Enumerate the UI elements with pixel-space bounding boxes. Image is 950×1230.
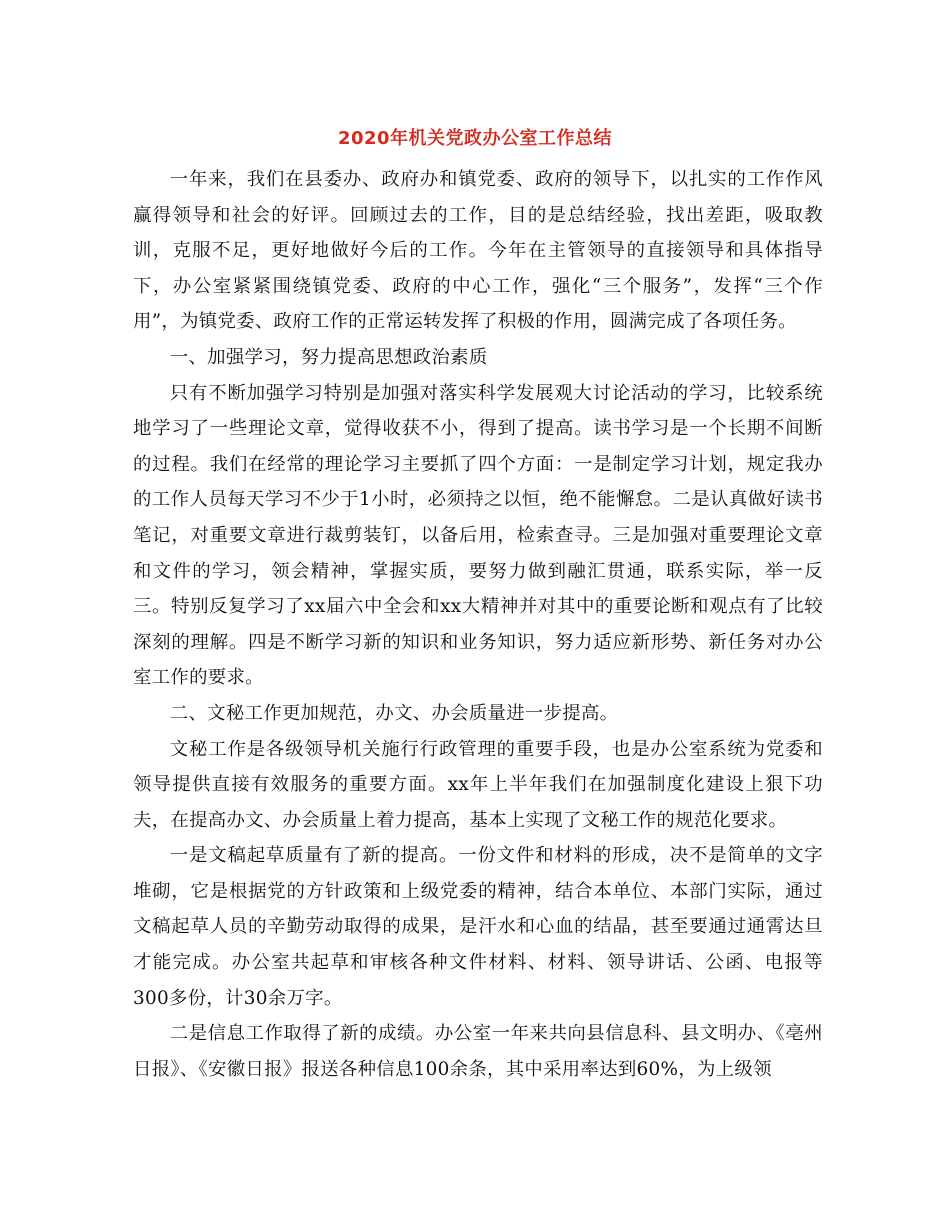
- drafting-paragraph: 一是文稿起草质量有了新的提高。一份文件和材料的形成，决不是简单的文字堆砌，它是根据党的方针政策和上级党委的精神，结合本单位、本部门实际，通过文稿起草人员的辛勤劳动取得的成果，是汗水和心血的结晶，甚至要通过通霄达旦才能完成。办公室共起草和审核各种文件材料、材料、领导讲话、公函、电报等300多份，计30余万字。: [133, 845, 823, 1009]
- study-paragraph: 只有不断加强学习特别是加强对落实科学发展观大讨论活动的学习，比较系统地学习了一些理论文章，觉得收获不小，得到了提高。读书学习是一个长期不间断的过程。我们在经常的理论学习主要抓了四个方面：一是制定学习计划，规定我办的工作人员每天学习不少于1小时，必须持之以恒，绝不能懈怠。二是认真做好读书笔记，对重要文章进行裁剪装钉，以备后用，检索查寻。三是加强对重要理论文章和文件的学习，领会精神，掌握实质，要努力做到融汇贯通，联系实际，举一反三。特别反复学习了xx届六中全会和xx大精神并对其中的重要论断和观点有了比较深刻的理解。四是不断学习新的知识和业务知识，努力适应新形势、新任务对办公室工作的要求。: [133, 382, 823, 689]
- intro-paragraph: 一年来，我们在县委办、政府办和镇党委、政府的领导下，以扎实的工作作风赢得领导和社会的好评。回顾过去的工作，目的是总结经验，找出差距，吸取教训，克服不足，更好地做好今后的工作。今年在主管领导的直接领导和具体指导下，办公室紧紧围绕镇党委、政府的中心工作，强化“三个服务”，发挥“三个作用”，为镇党委、政府工作的正常运转发挥了积极的作用，圆满完成了各项任务。: [133, 169, 823, 333]
- section-heading-secretarial: 二、文秘工作更加规范，办文、办会质量进一步提高。: [169, 702, 619, 724]
- secretarial-paragraph: 文秘工作是各级领导机关施行行政管理的重要手段，也是办公室系统为党委和领导提供直接有效服务的重要方面。xx年上半年我们在加强制度化建设上狠下功夫，在提高办文、办会质量上着力提高，基本上实现了文秘工作的规范化要求。: [133, 738, 823, 831]
- document-title: 2020年机关党政办公室工作总结: [337, 128, 613, 149]
- document-body: [133, 162, 823, 1087]
- section-heading-study: 一、加强学习，努力提高思想政治素质: [169, 346, 488, 368]
- information-paragraph: 二是信息工作取得了新的成绩。办公室一年来共向县信息科、县文明办、《亳州日报》、《安徽日报》报送各种信息100余条，其中采用率达到60%，为上级领: [133, 1023, 823, 1080]
